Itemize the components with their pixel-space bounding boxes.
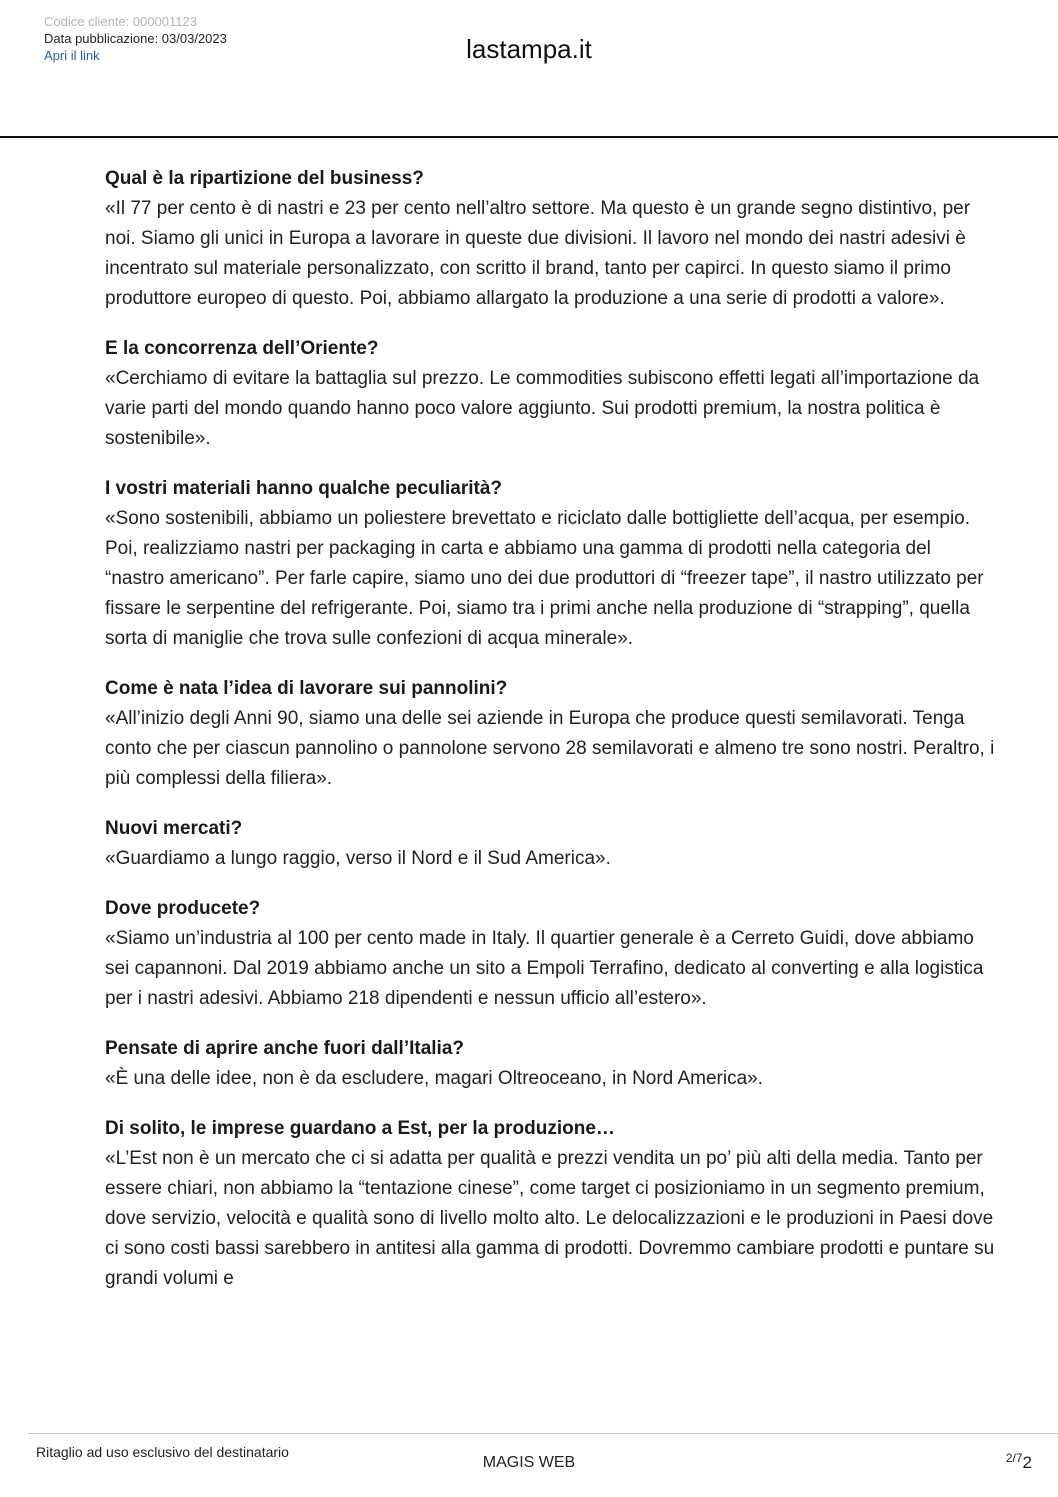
qa-block <box>105 674 995 794</box>
answer: «Guardiamo a lungo raggio, verso il Nord e il Sud America». <box>105 848 611 869</box>
question: Nuovi mercati? <box>105 818 243 839</box>
answer: «L’Est non è un mercato che ci si adatta per qualità e prezzi vendita un po’ più alti della media. Tanto per essere chiari, non abbiamo la “tentazione cinese”, come target ci posizioniamo in un segmento premium, dove servizio, velocità e qualità sono di livello molto alto. Le delocalizzazioni e le produzioni in Paesi dove ci sono costi bassi sarebbero in antitesi alla gamma di prodotti. Dovremmo cambiare prodotti e puntare su grandi volumi e <box>105 1148 995 1289</box>
qa-block <box>105 814 995 874</box>
question: Pensate di aprire anche fuori dall’Italia? <box>105 1038 464 1059</box>
header-divider <box>0 136 1058 138</box>
answer: «Sono sostenibili, abbiamo un poliestere brevettato e riciclato dalle bottigliette dell’acqua, per esempio. Poi, realizziamo nastri per packaging in carta e abbiamo una gamma di prodotti nella categoria del “nastro americano”. Per farle capire, siamo uno dei due produttori di “freezer tape”, il nastro utilizzato per fissare le serpentine del refrigerante. Poi, siamo tra i primi anche nella produzione di “strapping”, quella sorta di maniglie che trova sulle confezioni di acqua minerale». <box>105 508 984 649</box>
answer: «Il 77 per cento è di nastri e 23 per cento nell’altro settore. Ma questo è un grande segno distintivo, per noi. Siamo gli unici in Europa a lavorare in queste due divisioni. Il lavoro nel mondo dei nastri adesivi è incentrato sul materiale personalizzato, con scritto il brand, tanto per capirci. In questo siamo il primo produttore europeo di questo. Poi, abbiamo allargato la produzione a una serie di prodotti a valore». <box>105 198 971 309</box>
publication-date: Data pubblicazione: 03/03/2023 <box>44 31 227 46</box>
footer-source: MAGIS WEB <box>482 1454 576 1471</box>
question: Come è nata l’idea di lavorare sui pannolini? <box>105 678 508 699</box>
answer: «Siamo un’industria al 100 per cento made in Italy. Il quartier generale è a Cerreto Guidi, dove abbiamo sei capannoni. Dal 2019 abbiamo anche un sito a Empoli Terrafino, dedicato al converting e alla logistica per i nastri adesivi. Abbiamo 218 dipendenti e nessun ufficio all’estero». <box>105 928 984 1009</box>
footer-divider <box>28 1433 1058 1434</box>
open-link[interactable]: Apri il link <box>44 48 100 63</box>
answer: «All’inizio degli Anni 90, siamo una delle sei aziende in Europa che produce questi semilavorati. Tenga conto che per ciascun pannolino o pannolone servono 28 semilavorati e almeno tre sono nostri. Peraltro, i più complessi della filiera». <box>105 708 995 789</box>
question: E la concorrenza dell’Oriente? <box>105 338 379 359</box>
question: Di solito, le imprese guardano a Est, per la produzione… <box>105 1118 615 1139</box>
question: Dove producete? <box>105 898 261 919</box>
page-indicator: $^{2/7}$2 <box>1005 1451 1032 1472</box>
answer: «Cerchiamo di evitare la battaglia sul prezzo. Le commodities subiscono effetti legati all’importazione da varie parti del mondo quando hanno poco valore aggiunto. Sui prodotti premium, la nostra politica è sostenibile». <box>105 368 980 449</box>
qa-block <box>105 1114 995 1294</box>
page-total: 7 <box>1015 1451 1023 1465</box>
qa-block <box>105 1034 995 1094</box>
question: I vostri materiali hanno qualche peculiarità? <box>105 478 502 499</box>
article-body <box>105 164 995 1314</box>
qa-block <box>105 334 995 454</box>
footer-notice: Ritaglio ad uso esclusivo del destinatario <box>36 1444 289 1460</box>
qa-block <box>105 164 995 314</box>
client-code: Codice cliente: 000001123 <box>44 14 197 29</box>
page-current: 2 <box>1005 1451 1013 1465</box>
answer: «È una delle idee, non è da escludere, magari Oltreoceano, in Nord America». <box>105 1068 764 1089</box>
page-number: 2 <box>1022 1453 1032 1472</box>
qa-block <box>105 474 995 654</box>
site-title: lastampa.it <box>466 34 592 64</box>
question: Qual è la ripartizione del business? <box>105 168 424 189</box>
qa-block <box>105 894 995 1014</box>
